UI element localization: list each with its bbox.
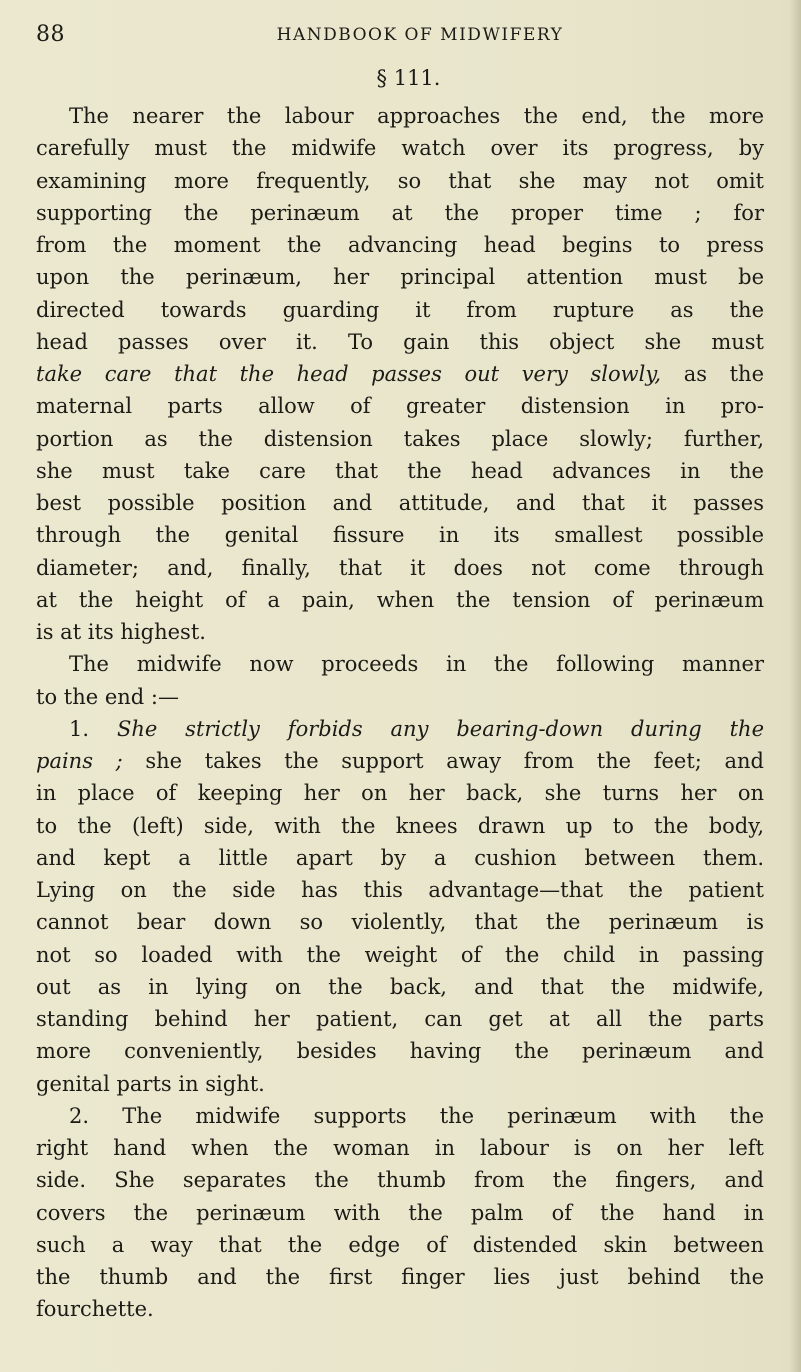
text-segment: standing behind her patient, can get at all the parts	[36, 1007, 764, 1031]
text-segment: to the end :—	[36, 684, 179, 709]
text-line	[36, 1229, 764, 1261]
text-segment: and kept a little apart by a cushion between them.	[36, 845, 764, 870]
text-line	[36, 229, 764, 261]
text-segment: more conveniently, besides having the perinæum and	[36, 1039, 764, 1064]
text-line	[36, 971, 764, 1003]
text-segment: directed towards guarding it from rupture as the	[36, 297, 764, 322]
italic-text: She strictly forbids any bearing-down during the	[116, 716, 764, 741]
text-segment: the thumb and the first finger lies just behind the	[36, 1265, 764, 1289]
text-segment: to the (left) side, with the knees drawn up to the body,	[36, 813, 764, 838]
text-segment: portion as the distension takes place slowly; further,	[36, 426, 764, 451]
text-line	[36, 1100, 764, 1132]
text-line	[36, 810, 764, 842]
text-line	[36, 100, 764, 132]
text-segment: The nearer the labour approaches the end, the more	[69, 104, 764, 128]
text-line	[36, 455, 764, 487]
text-segment: carefully must the midwife watch over its progress, by	[36, 136, 764, 161]
text-line	[36, 874, 764, 906]
text-line	[36, 1068, 764, 1100]
text-line	[36, 777, 764, 809]
text-segment: cannot bear down so violently, that the perinæum is	[36, 910, 764, 935]
text-segment: diameter; and, finally, that it does not come through	[36, 555, 764, 580]
text-segment: not so loaded with the weight of the child in passing	[36, 942, 764, 967]
text-line	[36, 1293, 764, 1325]
text-segment: upon the perinæum, her principal attention must be	[36, 265, 764, 290]
text-line	[36, 487, 764, 519]
text-line	[36, 1261, 764, 1293]
text-line	[36, 423, 764, 455]
italic-text: pains ;	[36, 749, 123, 773]
text-segment: 1.	[69, 716, 117, 741]
text-segment: best possible position and attitude, and that it passes	[36, 491, 764, 515]
text-line	[36, 681, 764, 713]
text-line	[36, 165, 764, 197]
text-segment: through the genital fissure in its smallest possible	[36, 523, 764, 548]
text-segment: in place of keeping her on her back, she turns her on	[36, 781, 764, 806]
text-segment: genital parts in sight.	[36, 1071, 265, 1096]
text-line	[36, 326, 764, 358]
text-segment: covers the perinæum with the palm of the hand in	[36, 1200, 764, 1225]
text-segment: supporting the perinæum at the proper time ; for	[36, 200, 764, 225]
text-line	[36, 906, 764, 938]
text-segment: Lying on the side has this advantage—that the patient	[36, 878, 764, 902]
text-line	[36, 261, 764, 293]
text-line	[36, 1164, 764, 1196]
text-segment: is at its highest.	[36, 620, 206, 644]
text-line	[36, 197, 764, 229]
text-segment: she must take care that the head advances in the	[36, 458, 764, 483]
text-segment: at the height of a pain, when the tension of perinæum	[36, 587, 764, 612]
text-line	[36, 939, 764, 971]
text-segment: fourchette.	[36, 1297, 154, 1322]
text-line	[36, 1197, 764, 1229]
text-line	[36, 358, 764, 390]
section-heading: § 111.	[376, 66, 441, 90]
text-line	[36, 616, 764, 648]
text-line	[36, 1035, 764, 1067]
text-line	[36, 1132, 764, 1164]
text-line	[36, 390, 764, 422]
italic-text: take care that the head passes out very slowly,	[36, 362, 662, 386]
text-line	[36, 745, 764, 777]
page-edge-shadow	[789, 0, 801, 1372]
body-text	[36, 100, 764, 1326]
text-line	[36, 842, 764, 874]
text-segment: 2. The midwife supports the perinæum with the	[69, 1103, 764, 1128]
text-segment: head passes over it. To gain this object she must	[36, 329, 764, 354]
text-segment: examining more frequently, so that she may not omit	[36, 168, 764, 193]
text-segment: as the	[661, 362, 765, 386]
text-line	[36, 648, 764, 680]
text-segment: The midwife now proceeds in the following manner	[69, 652, 764, 677]
text-segment: right hand when the woman in labour is on her left	[36, 1136, 764, 1160]
text-segment: such a way that the edge of distended skin between	[36, 1232, 764, 1257]
text-segment: she takes the support away from the feet; and	[122, 749, 765, 773]
text-line	[36, 519, 764, 551]
text-segment: out as in lying on the back, and that the midwife,	[36, 974, 764, 999]
text-line	[36, 132, 764, 164]
text-segment: from the moment the advancing head begins to press	[36, 233, 764, 257]
running-head: HANDBOOK OF MIDWIFERY	[276, 25, 564, 45]
page-number: 88	[36, 22, 65, 47]
text-line	[36, 584, 764, 616]
text-line	[36, 294, 764, 326]
page-header	[36, 22, 760, 52]
text-line	[36, 1003, 764, 1035]
text-line	[36, 713, 764, 745]
text-segment: side. She separates the thumb from the fingers, and	[36, 1168, 764, 1193]
text-segment: maternal parts allow of greater distension in pro-	[36, 394, 764, 419]
text-line	[36, 552, 764, 584]
